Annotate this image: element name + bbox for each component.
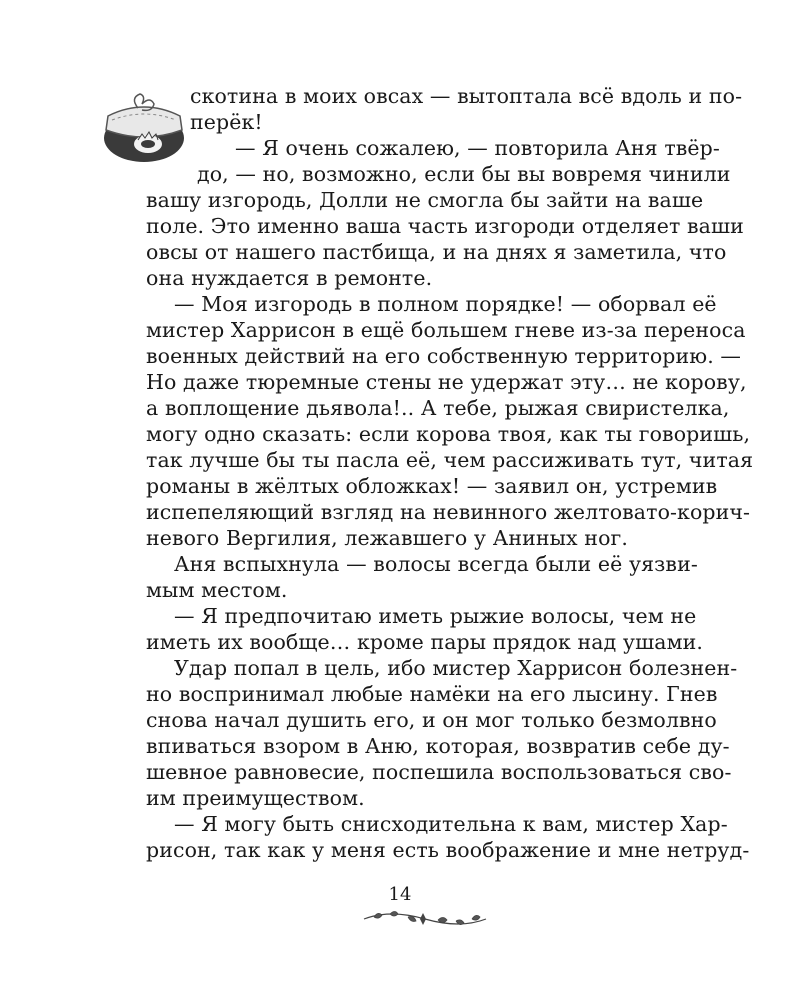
text-line: она нуждается в ремонте. xyxy=(146,266,433,290)
floral-ornament-icon xyxy=(360,905,490,931)
page-number: 14 xyxy=(388,884,412,905)
text-line: рисон, так как у меня есть воображение и мне нетруд- xyxy=(146,838,750,862)
text-line: — Я предпочитаю иметь рыжие волосы, чем не xyxy=(174,604,697,628)
text-line: так лучше бы ты пасла её, чем рассиживать тут, читая xyxy=(146,448,754,472)
text-line: испепеляющий взгляд на невинного желтовато-корич- xyxy=(146,500,751,524)
text-line: мистер Харрисон в ещё большем гневе из-за переноса xyxy=(146,318,746,342)
text-line: скотина в моих овсах — вытоптала всё вдоль и по- xyxy=(190,84,743,108)
text-line: вашу изгородь, Долли не смогла бы зайти на ваше xyxy=(146,188,704,212)
text-line: но воспринимал любые намёки на его лысину. Гнев xyxy=(146,682,718,706)
text-line: романы в жёлтых обложках! — заявил он, устремив xyxy=(146,474,718,498)
text-line: а воплощение дьявола!.. А тебе, рыжая свиристелка, xyxy=(146,396,730,420)
text-line: до, — но, возможно, если бы вы вовремя чинили xyxy=(197,162,731,186)
text-line: — Я очень сожалею, — повторила Аня твёр- xyxy=(235,136,720,160)
text-line: Но даже тюремные стены не удержат эту… не корову, xyxy=(146,370,747,394)
text-line: Удар попал в цель, ибо мистер Харрисон болезнен- xyxy=(174,656,738,680)
text-line: невого Вергилия, лежавшего у Аниных ног. xyxy=(146,526,628,550)
text-line: мым местом. xyxy=(146,578,288,602)
text-line: поле. Это именно ваша часть изгороди отделяет ваши xyxy=(146,214,744,238)
jar-vignette-icon xyxy=(98,86,190,164)
text-line: снова начал душить его, и он мог только безмолвно xyxy=(146,708,717,732)
text-line: — Моя изгородь в полном порядке! — оборвал её xyxy=(174,292,717,316)
text-line: могу одно сказать: если корова твоя, как ты говоришь, xyxy=(146,422,751,446)
text-line: военных действий на его собственную территорию. — xyxy=(146,344,742,368)
text-line: шевное равновесие, поспешила воспользоваться сво- xyxy=(146,760,732,784)
text-line: им преимуществом. xyxy=(146,786,365,810)
text-line: впиваться взором в Аню, которая, возвратив себе ду- xyxy=(146,734,730,758)
text-line: перёк! xyxy=(190,110,263,134)
text-line: овсы от нашего пастбища, и на днях я заметила, что xyxy=(146,240,727,264)
text-line: Аня вспыхнула — волосы всегда были её уязви- xyxy=(174,552,698,576)
text-line: иметь их вообще… кроме пары прядок над ушами. xyxy=(146,630,703,654)
text-line: — Я могу быть снисходительна к вам, мистер Хар- xyxy=(174,812,728,836)
